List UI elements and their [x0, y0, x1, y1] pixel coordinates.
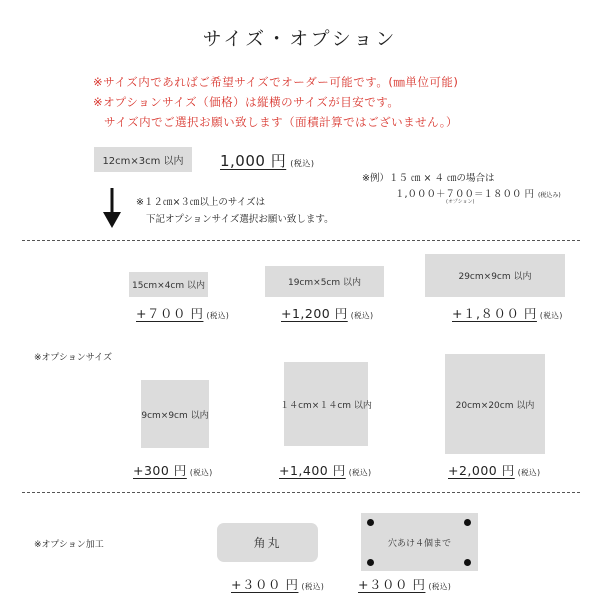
option-price-value: +1,400 円 — [279, 463, 346, 478]
option-price-tax: (税込) — [517, 468, 541, 477]
option-price — [281, 304, 374, 322]
over-note-line2: 下記オプションサイズ選択お願い致します。 — [146, 214, 334, 225]
option-size-label: 29cm×9cm 以内 — [458, 272, 532, 282]
option-size-label: 20cm×20cm 以内 — [455, 400, 535, 411]
processing-price-tax: (税込) — [428, 582, 452, 591]
processing-price — [231, 575, 324, 593]
hole-dot-icon — [464, 519, 471, 526]
over-note-line1: ※１２㎝×３㎝以上のサイズは — [136, 197, 266, 208]
option-price-tax: (税込) — [206, 311, 230, 320]
hole-dot-icon — [367, 519, 374, 526]
example-option-note: (オプション) — [446, 199, 475, 205]
option-price-value: +1,200 円 — [281, 306, 348, 321]
option-price-value: +300 円 — [133, 463, 187, 478]
option-price-value: +１,８００ 円 — [452, 306, 537, 321]
option-size-label: 9cm×9cm 以内 — [141, 410, 209, 421]
processing-label-heading: ※オプション加工 — [34, 540, 104, 550]
arrow-down-icon — [101, 186, 123, 230]
option-size-label: １４cm×１４cm 以内 — [280, 401, 372, 411]
hole-punch-option — [361, 513, 478, 571]
option-price-tax: (税込) — [348, 468, 372, 477]
rounded-corner-option — [217, 523, 318, 562]
option-size-label: 15cm×4cm 以内 — [131, 281, 205, 291]
note-order-size: ※サイズ内であればご希望サイズでオーダー可能です。(㎜単位可能) — [93, 75, 459, 89]
example-calc: １,０００＋７００＝１８００ 円 — [395, 189, 535, 200]
option-price-tax: (税込) — [350, 311, 374, 320]
option-size-box — [129, 272, 208, 297]
example-line1: ※例）１５ ㎝ × ４ ㎝の場合は — [362, 173, 495, 184]
base-size-label: 12cm×3cm 以内 — [102, 156, 184, 167]
page-title: サイズ・オプション — [202, 28, 398, 50]
option-size-box — [280, 362, 372, 446]
base-price — [220, 150, 314, 171]
example-tax: (税込み) — [538, 192, 561, 199]
hole-punch-label: 穴あけ４個まで — [387, 538, 451, 549]
option-size-label: 19cm×5cm 以内 — [287, 278, 361, 288]
base-price-tax: (税込) — [290, 159, 315, 168]
option-price — [452, 304, 563, 322]
base-price-value: 1,000 円 — [220, 152, 287, 170]
rounded-corner-label: 角丸 — [253, 536, 282, 550]
processing-price-tax: (税込) — [301, 582, 325, 591]
option-size-box — [445, 354, 545, 454]
option-price-value: +７００ 円 — [136, 306, 204, 321]
option-price — [133, 461, 213, 479]
base-size-box — [94, 147, 192, 172]
option-price — [136, 304, 229, 322]
processing-price — [358, 575, 451, 593]
option-size-box — [265, 266, 384, 297]
hole-dot-icon — [367, 559, 374, 566]
note-option-size: ※オプションサイズ（価格）は縦横のサイズが目安です。 — [93, 95, 400, 109]
hole-dot-icon — [464, 559, 471, 566]
processing-price-value: +３００ 円 — [231, 577, 299, 592]
processing-price-value: +３００ 円 — [358, 577, 426, 592]
option-price — [448, 461, 541, 479]
option-price-tax: (税込) — [189, 468, 213, 477]
option-price-tax: (税込) — [539, 311, 563, 320]
option-size-label-heading: ※オプションサイズ — [34, 353, 113, 363]
example-line2 — [395, 186, 561, 200]
option-size-box — [141, 380, 209, 448]
option-price-value: +2,000 円 — [448, 463, 515, 478]
option-price — [279, 461, 372, 479]
note-select: サイズ内でご選択お願い致します（面積計算ではございません。） — [104, 115, 459, 129]
option-size-box — [425, 254, 565, 297]
divider — [22, 240, 580, 241]
divider — [22, 492, 580, 493]
